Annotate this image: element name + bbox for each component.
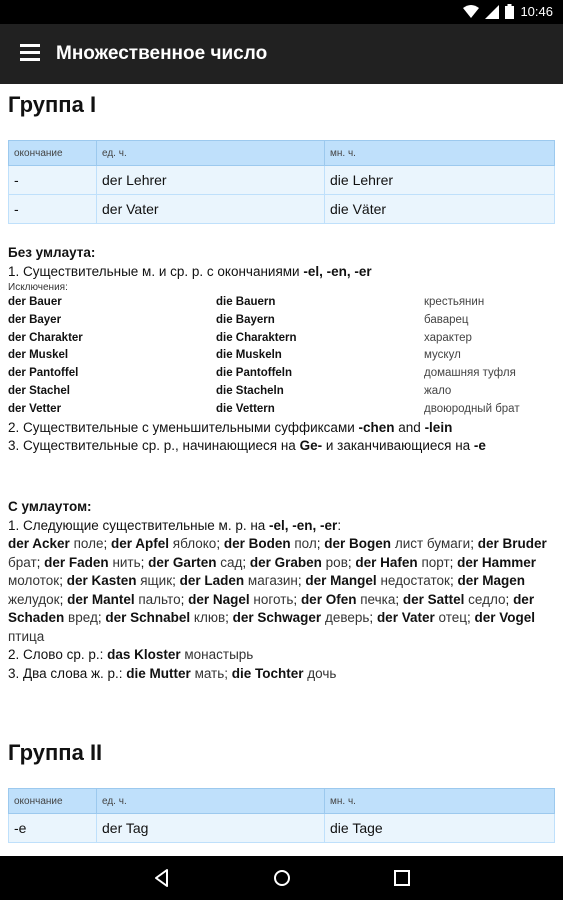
- umlaut-word: der Schwager: [232, 610, 322, 625]
- umlaut-translation: пальто: [138, 591, 181, 607]
- umlaut-word-list: der Acker поле; der Apfel яблоко; der Boden пол; der Bogen лист бумаги; der Bruder брат; der Faden нить; der Garten сад; der Graben ров; der Hafen порт; der Hammer молоток; der Kasten ящик; der Laden магазин; der Mangel недостаток; der Magen желудок; der Mantel пальто; der Nagel ноготь; der Ofen печка; der Sattel седло; der Schaden вред; der Schnabel клюв; der Schwager деверь; der Vater отец; der Vogel птица: [8, 536, 547, 644]
- umlaut-word: der Magen: [457, 573, 525, 588]
- group1-table: [8, 140, 555, 224]
- umlaut-word: der Nagel: [188, 591, 250, 607]
- table-cell: die Väter: [325, 195, 555, 224]
- umlaut-word: der Kasten: [66, 573, 137, 588]
- list-item: der Stachel die Stacheln жало: [8, 384, 452, 397]
- umlaut-word: der Schaden: [8, 591, 535, 625]
- table-row: [9, 814, 555, 843]
- table-header-row: [9, 789, 555, 814]
- umlaut-translation: желудок: [8, 591, 60, 607]
- no-umlaut-rule1: 1. Существительные м. и ср. р. с окончаниями -el, -en, -er: [8, 263, 372, 279]
- list-item: der Pantoffel die Pantoffeln домашняя туфля: [8, 367, 516, 380]
- wifi-icon: [463, 5, 479, 19]
- table-header: ед. ч.: [97, 789, 325, 814]
- umlaut-word: der Ofen: [300, 591, 357, 607]
- umlaut-word: der Graben: [249, 554, 322, 570]
- umlaut-translation: яблоко: [172, 536, 217, 551]
- table-header-row: [9, 141, 555, 166]
- table-cell: -e: [9, 814, 97, 843]
- navigation-bar: [0, 856, 563, 900]
- no-umlaut-rule3: 3. Существительные ср. р., начинающиеся на Ge- и заканчивающиеся на -e: [8, 438, 486, 454]
- table-cell: der Vater: [97, 195, 325, 224]
- umlaut-rule1: 1. Следующие существительные м. р. на -el, -en, -er:: [8, 517, 342, 533]
- table-header: мн. ч.: [325, 789, 555, 814]
- umlaut-word: der Hammer: [457, 554, 536, 570]
- table-row: [9, 166, 555, 195]
- table-cell: die Tage: [325, 814, 555, 843]
- app-bar: [0, 24, 563, 84]
- umlaut-word: der Acker: [8, 536, 70, 551]
- table-cell: -: [9, 195, 97, 224]
- umlaut-translation: пол: [294, 536, 317, 551]
- umlaut-translation: ящик: [140, 573, 173, 588]
- status-time: 10:46: [520, 4, 553, 19]
- umlaut-word: der Vater: [376, 610, 435, 625]
- list-item: der Bauer die Bauern крестьянин: [8, 296, 485, 308]
- no-umlaut-rule2: 2. Существительные с уменьшительными суффиксами -chen and -lein: [8, 419, 453, 435]
- list-item: der Vetter die Vettern двоюродный брат: [8, 402, 520, 415]
- table-row: [9, 195, 555, 224]
- umlaut-translation: молоток: [8, 573, 60, 588]
- umlaut-translation: магазин: [247, 573, 298, 588]
- table-header: окончание: [9, 141, 97, 166]
- table-cell: der Tag: [97, 814, 325, 843]
- recents-icon[interactable]: [392, 868, 412, 888]
- umlaut-translation: седло: [468, 591, 506, 607]
- umlaut-word: der Boden: [223, 536, 291, 551]
- table-header: мн. ч.: [325, 141, 555, 166]
- umlaut-word: der Vogel: [474, 610, 536, 625]
- list-item: der Muskel die Muskeln мускул: [8, 349, 461, 362]
- list-item: der Charakter die Charaktern характер: [8, 331, 472, 344]
- umlaut-translation: вред: [68, 610, 98, 625]
- umlaut-translation: отец: [438, 610, 467, 625]
- list-item: der Bayer die Bayern баварец: [8, 313, 469, 326]
- table-cell: die Lehrer: [325, 166, 555, 195]
- umlaut-word: der Bogen: [324, 536, 392, 551]
- menu-icon[interactable]: [20, 44, 40, 64]
- umlaut-translation: ноготь: [253, 591, 294, 607]
- content-scroll[interactable]: [0, 84, 563, 856]
- page-title: Множественное число: [56, 43, 268, 64]
- umlaut-word: der Sattel: [402, 591, 465, 607]
- umlaut-translation: нить: [112, 554, 141, 570]
- umlaut-heading: С умлаутом:: [8, 499, 92, 514]
- umlaut-translation: лист бумаги: [394, 536, 471, 551]
- group2-table: [8, 788, 555, 843]
- exceptions-list: [8, 294, 556, 419]
- umlaut-word: der Mantel: [67, 591, 135, 607]
- umlaut-word: der Garten: [148, 554, 217, 570]
- signal-icon: [485, 5, 499, 19]
- umlaut-translation: деверь: [324, 610, 370, 625]
- table-header: ед. ч.: [97, 141, 325, 166]
- umlaut-translation: недостаток: [380, 573, 450, 588]
- battery-icon: [505, 4, 514, 19]
- umlaut-word: der Bruder: [477, 536, 547, 551]
- home-icon[interactable]: [272, 868, 292, 888]
- umlaut-translation: брат: [8, 554, 37, 570]
- status-bar: [0, 0, 563, 24]
- umlaut-translation: птица: [8, 628, 45, 644]
- status-icons: [463, 4, 553, 19]
- group1-title: Группа I: [8, 92, 97, 117]
- umlaut-word: der Laden: [179, 573, 245, 588]
- umlaut-word: der Hafen: [355, 554, 418, 570]
- umlaut-translation: сад: [220, 554, 243, 570]
- umlaut-translation: клюв: [193, 610, 226, 625]
- exceptions-label: Исключения:: [8, 282, 68, 293]
- umlaut-section: [8, 498, 556, 683]
- umlaut-rule2: 2. Слово ср. р.: das Kloster монастырь: [8, 647, 254, 662]
- umlaut-translation: порт: [421, 554, 450, 570]
- group2-title: Группа II: [8, 740, 103, 765]
- umlaut-word: der Schnabel: [105, 610, 191, 625]
- umlaut-translation: ров: [325, 554, 348, 570]
- table-cell: der Lehrer: [97, 166, 325, 195]
- umlaut-translation: поле: [73, 536, 104, 551]
- umlaut-word: der Apfel: [111, 536, 170, 551]
- table-header: окончание: [9, 789, 97, 814]
- umlaut-word: der Mangel: [305, 573, 377, 588]
- no-umlaut-section: [8, 244, 556, 456]
- back-icon[interactable]: [152, 868, 172, 888]
- no-umlaut-heading: Без умлаута:: [8, 245, 96, 260]
- umlaut-rule3: 3. Два слова ж. р.: die Mutter мать; die Tochter дочь: [8, 665, 337, 681]
- umlaut-word: der Faden: [44, 554, 109, 570]
- table-cell: -: [9, 166, 97, 195]
- umlaut-translation: печка: [360, 591, 396, 607]
